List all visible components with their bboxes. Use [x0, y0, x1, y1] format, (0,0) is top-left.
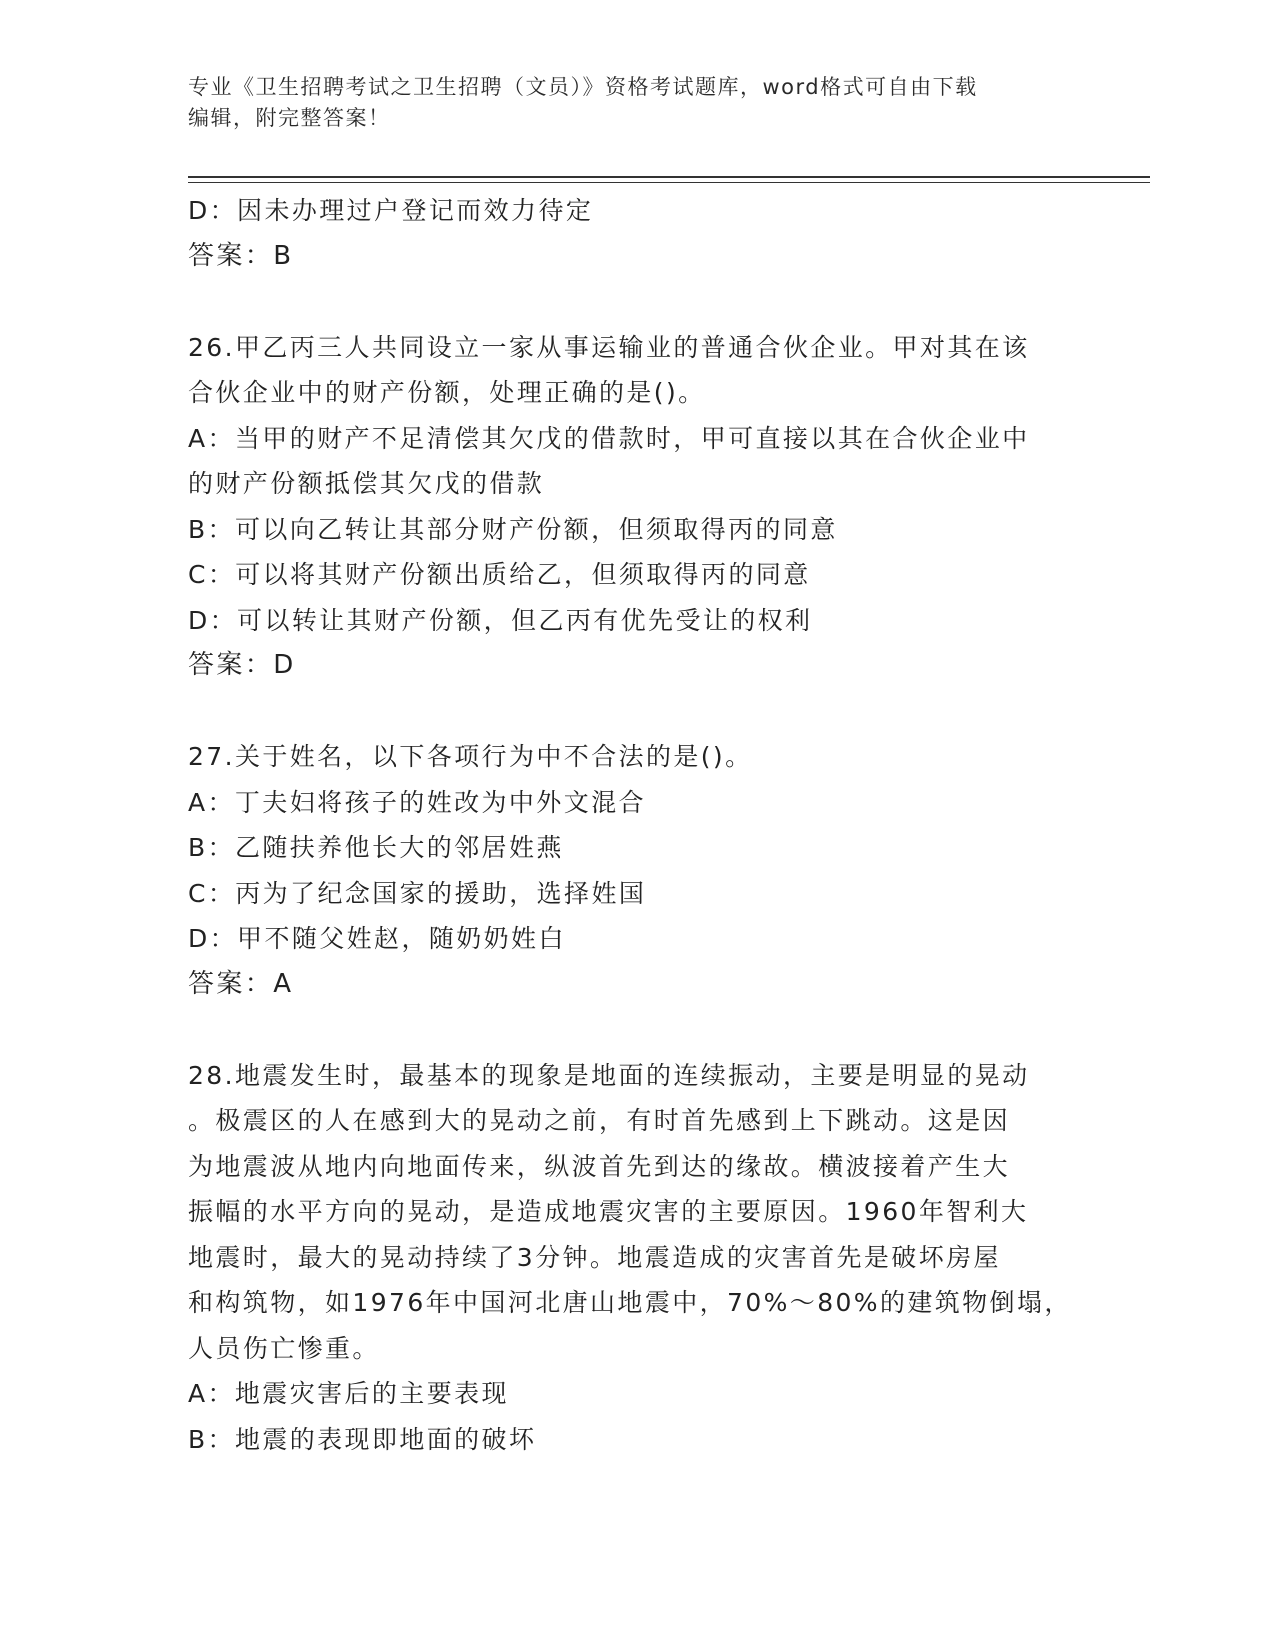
question-26	[188, 325, 1078, 689]
option-d: D：可以转让其财产份额，但乙丙有优先受让的权利	[188, 605, 813, 635]
option-a: A：丁夫妇将孩子的姓改为中外文混合	[188, 787, 646, 817]
option-a-line: A：当甲的财产不足清偿其欠戊的借款时，甲可直接以其在合伙企业中	[188, 423, 1030, 453]
option-a-line: 的财产份额抵偿其欠戊的借款	[188, 469, 545, 498]
header-divider-thick	[188, 176, 1150, 178]
header-divider-thin	[188, 182, 1150, 183]
answer: 答案：A	[188, 968, 294, 999]
question-content	[188, 188, 1078, 1462]
question-stem-line: 合伙企业中的财产份额，处理正确的是()。	[188, 378, 706, 407]
option-b: B：乙随扶养他长大的邻居姓燕	[188, 833, 564, 862]
option-a: A：地震灾害后的主要表现	[188, 1379, 509, 1408]
option-d: D：因未办理过户登记而效力待定	[188, 196, 594, 225]
question-stem-line: 为地震波从地内向地面传来，纵波首先到达的缘故。横波接着产生大	[188, 1151, 1011, 1181]
question-stem-line: 28.地震发生时，最基本的现象是地面的连续振动，主要是明显的晃动	[188, 1060, 1030, 1090]
question-27	[188, 734, 1078, 1007]
option-b: B：可以向乙转让其部分财产份额，但须取得丙的同意	[188, 514, 838, 544]
question-28	[188, 1053, 1078, 1463]
spacer	[188, 1007, 1078, 1053]
header-line-1: 专业《卫生招聘考试之卫生招聘（文员）》资格考试题库，word格式可自由下载	[188, 75, 978, 99]
option-b: B：地震的表现即地面的破坏	[188, 1424, 537, 1454]
question-stem: 27.关于姓名，以下各项行为中不合法的是()。	[188, 742, 753, 771]
question-stem-line: 振幅的水平方向的晃动，是造成地震灾害的主要原因。1960年智利大	[188, 1197, 1029, 1226]
question-stem-line: 人员伤亡惨重。	[188, 1333, 380, 1363]
option-c: C：可以将其财产份额出质给乙，但须取得丙的同意	[188, 560, 811, 589]
option-c: C：丙为了纪念国家的援助，选择姓国	[188, 878, 647, 908]
question-stem-line: 地震时，最大的晃动持续了3分钟。地震造成的灾害首先是破坏房屋	[188, 1242, 1001, 1272]
document-header	[188, 72, 1088, 134]
answer: 答案：B	[188, 240, 294, 271]
header-line-2: 编辑，附完整答案！	[188, 106, 391, 130]
question-25-tail	[188, 188, 1078, 279]
answer: 答案：D	[188, 650, 296, 680]
spacer	[188, 689, 1078, 735]
option-d: D：甲不随父姓赵，随奶奶姓白	[188, 924, 566, 953]
spacer	[188, 279, 1078, 325]
question-stem-line: 和构筑物，如1976年中国河北唐山地震中，70%～80%的建筑物倒塌，	[188, 1288, 1072, 1317]
question-stem-line: 26.甲乙丙三人共同设立一家从事运输业的普通合伙企业。甲对其在该	[188, 332, 1030, 362]
question-stem-line: 。极震区的人在感到大的晃动之前，有时首先感到上下跳动。这是因	[188, 1106, 1011, 1135]
